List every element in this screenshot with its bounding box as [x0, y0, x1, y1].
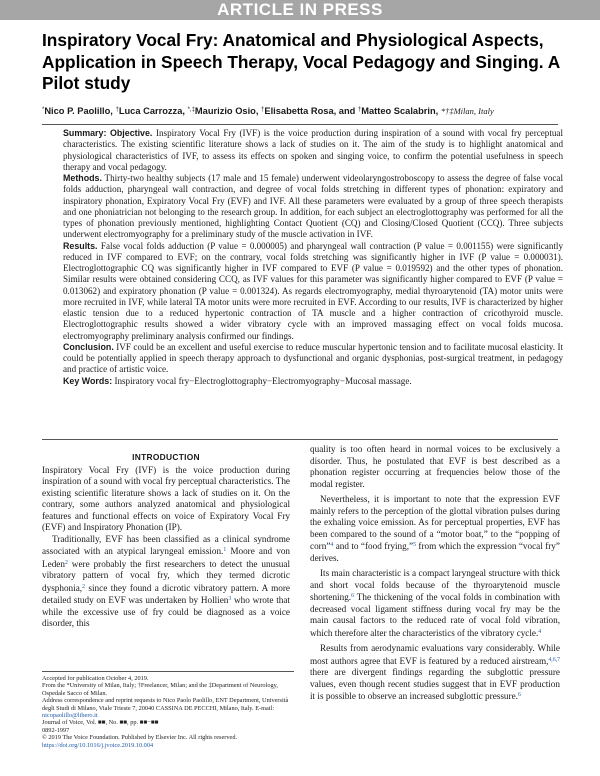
text-run: since they found a dicrotic vibratory pattern. A more detailed study on EVF was undertaken by Hollien — [42, 582, 290, 605]
affiliations-note: From the *University of Milan, Italy; †Freelancer, Milan; and the ‡Department of Neurology, Ospedale Sacco of Milan. — [42, 682, 278, 697]
citation-link[interactable]: 4 — [538, 628, 542, 635]
intro-paragraph — [310, 643, 560, 703]
author-list — [42, 104, 572, 117]
author-mark: * — [42, 107, 45, 113]
citation-link[interactable]: 1 — [223, 547, 227, 553]
citation-link[interactable]: 3 — [228, 596, 232, 602]
abstract-conclusion — [63, 342, 563, 376]
text-run: Moore and von Leden — [42, 546, 291, 569]
intro-paragraph: Inspiratory Vocal Fry (IVF) is the voice production during inspiration of a sound with vocal fry perceptual characteristics. The existing scientific literature shows a lack of studies on it. On the contrary, some authors analyzed anatomical and physiological features and functional effects on voice of Expiratory Vocal Fry (EVF) and Inspiratory Phonation (IP). — [42, 464, 290, 532]
intro-paragraph — [42, 534, 290, 630]
section-heading-introduction: INTRODUCTION — [132, 452, 200, 462]
body-column-left — [42, 452, 290, 630]
author-name: Nico P. Paolillo, — [44, 106, 113, 116]
keywords-label: Key Words: — [63, 375, 113, 386]
summary-label: Summary: — [63, 128, 107, 138]
results-text: False vocal folds adduction (P value = 0.000005) and pharyngeal wall contraction (P value = 0.001155) were significantly reduced in IVF compared to EVF; on the contrary, vocal folds stretching was significantly higher in IVF (P value = 0.000031). Electroglottographic CQ was significantly higher in IVF compared to EVF (P value = 0.019592) and the other types of phonation. Similar results were obtained considering CCQ, as IVF values for this parameter was significantly higher compared to EVF (P value = 0.013062) and expiratory phonation (P value = 0.001324). As regards electromyography, medial thyroarytenoid (TA) motor units were more recruited in IVF, while lateral TA motor units were more recruited in EVF. According to our results, IVF is characterized by higher elastic tension due to a reduced hypertonic contraction of TA muscle and a higher contraction of cricothyroid muscle. Electroglottographic results showed a wider vibratory cycle with an improved massaging effect on vocal folds mucosa. electromyography preliminary analysis confirmed our findings. — [63, 240, 563, 341]
intro-paragraph — [310, 568, 560, 639]
abstract-top-rule — [42, 124, 558, 125]
citation-link[interactable]: 2 — [82, 583, 85, 590]
copyright: © 2019 The Voice Foundation. Published by Elsevier Inc. All rights reserved. — [42, 734, 238, 742]
author-name: Maurizio Osio, — [194, 106, 259, 116]
citation-link[interactable]: 6 — [517, 692, 521, 698]
conclusion-label: Conclusion. — [63, 341, 114, 352]
text-run: Results from aerodynamic evaluations vary considerably. While most authors agree that EVF is featured by a reduced airstream, — [310, 643, 560, 666]
text-run: Address correspondence and reprint requests to Nico Paolo Paolillo, ENT Department, Università degli Studi di Milano, Viale Trieste 7, 20040 CASSINA DE PECCHI, Milano, Italy. E-mail: — [42, 697, 289, 712]
article-title: Inspiratory Vocal Fry: Anatomical and Physiological Aspects, Application in Speech Therapy, Vocal Pedagogy and Singing. A Pilot study — [42, 30, 560, 93]
methods-label: Methods. — [63, 173, 102, 183]
author-name: Matteo Scalabrin, — [361, 106, 439, 116]
abstract-bottom-rule — [42, 439, 558, 440]
objective-label: Objective. — [109, 128, 153, 138]
citation-link[interactable]: 5 — [413, 542, 416, 548]
intro-paragraph — [310, 494, 560, 564]
article-in-press-banner: ARTICLE IN PRESS — [0, 0, 600, 20]
citation-link[interactable]: 4,6,7 — [548, 656, 560, 663]
author-name: Elisabetta Rosa, and — [264, 106, 356, 116]
body-column-right — [310, 444, 560, 703]
affiliation: *†‡Milan, Italy — [440, 106, 494, 116]
text-run: who wrote that while the excessive use of fry could be diagnosed as a voice disorder, this — [42, 595, 290, 628]
author-mark: *,‡ — [187, 107, 195, 113]
issn: 0892-1997 — [42, 726, 70, 734]
email-link[interactable]: nicopaolillo@libero.it — [42, 712, 98, 720]
citation-link[interactable]: 2 — [64, 559, 68, 566]
intro-paragraph: quality is too often heard in normal voices to be exclusively a disorder. Thus, he postulated that EVF is best described as a phonation register occurring at frequencies below those of the modal register. — [310, 444, 560, 489]
journal-info: Journal of Voice, Vol. ■■, No. ■■, pp. ■■−■■ — [42, 719, 159, 727]
text-run: The thickening of the vocal folds in combination with decreased vocal ligament stiffness during vocal fry may be the main causal factors to the reduced rate of vocal fold vibration, which therefore alter the characteristics of the vibratory cycle. — [310, 592, 560, 638]
abstract-keywords — [63, 376, 563, 387]
text-run: from which the expression “vocal fry” derives. — [310, 541, 560, 563]
author-mark: † — [261, 107, 265, 113]
keywords-text: Inspiratory vocal fry−Electroglottography−Electromyography−Mucosal massage. — [114, 375, 412, 386]
abstract-results — [63, 241, 563, 342]
citation-link[interactable]: 4 — [330, 542, 334, 548]
methods-text: Thirty-two healthy subjects (17 male and 15 female) underwent videolaryngostroboscopy to assess the degree of false vocal folds adduction, pharyngeal wall contraction, and degree of vocal folds stretching in different types of phonation: expiratory and inspiratory phonation, Expiratory Vocal Fry (EVF) and IVF. All these parameters were evaluated by a group of three speech therapists and one phoniatrician not belonging to the research group. In addition, for each subject an electroglottography was performed for all the types of phonation previously mentioned, highlighting Contact Quotient (CQ) and Closing/Closed Quotient (CCQ). Three subjects underwent electromyography for a preliminary study of the muscle activation in IVF. — [63, 173, 563, 240]
footnote-rule — [42, 671, 294, 672]
author-mark: † — [357, 107, 362, 113]
correspondence-note — [42, 697, 294, 719]
doi-link[interactable]: https://doi.org/10.1016/j.jvoice.2019.10.004 — [42, 741, 154, 749]
text-run: Its main characteristic is a compact laryngeal structure with thick and short vocal folds because of the thyroarytenoid muscle shortening. — [310, 568, 560, 602]
text-run: Traditionally, EVF has been classified as a clinical syndrome associated with an atypical laryngeal emission. — [42, 533, 290, 556]
objective-text: Inspiratory Vocal Fry (IVF) is the voice production during inspiration of a sound with vocal fry perceptual characteristics. The existing scientific literature shows a lack of studies on it. The aim of the study is to highlight anatomical and physiological characteristics of IVF, to assess its effects on spoken and singing voice, to confirm the potential usefulness in speech therapy and vocal pedagogy. — [63, 128, 563, 172]
conclusion-text: IVF could be an excellent and useful exercise to reduce muscular hypertonic tension and to facilitate mucosal elasticity. It could be potentially applied in speech therapy approach to dysfunctional and organic dysphonias, post-surgical treatment, in pedagogy and practice of artistic voice. — [63, 341, 563, 375]
text-run: there are divergent findings regarding the subglottic pressure values, even though recent studies suggest that in EVF production it is possible to observe an increased subglottic pressure. — [310, 667, 560, 701]
results-label: Results. — [63, 240, 98, 251]
citation-link[interactable]: 6 — [351, 593, 354, 599]
footnotes — [42, 675, 294, 749]
accepted-date: Accepted for publication October 4, 2019. — [42, 675, 149, 682]
abstract — [63, 128, 563, 387]
text-run: and to “food frying,” — [333, 541, 414, 551]
abstract-methods — [63, 173, 563, 241]
abstract-objective — [63, 128, 563, 173]
author-mark: † — [115, 107, 119, 113]
author-name: Luca Carrozza, — [118, 106, 185, 116]
text-run: Nevertheless, it is important to note that the expression EVF mainly refers to the perception of the glottal vibration pulses during the exhaling voice emission. As for perceptual properties, EVF has been compared to the sound of a “motor boat,” to the “popping of corn” — [310, 494, 560, 551]
text-run: were probably the first researchers to detect the unusual vibratory pattern of vocal fry, which they termed dicrotic dysphonia, — [42, 558, 290, 593]
